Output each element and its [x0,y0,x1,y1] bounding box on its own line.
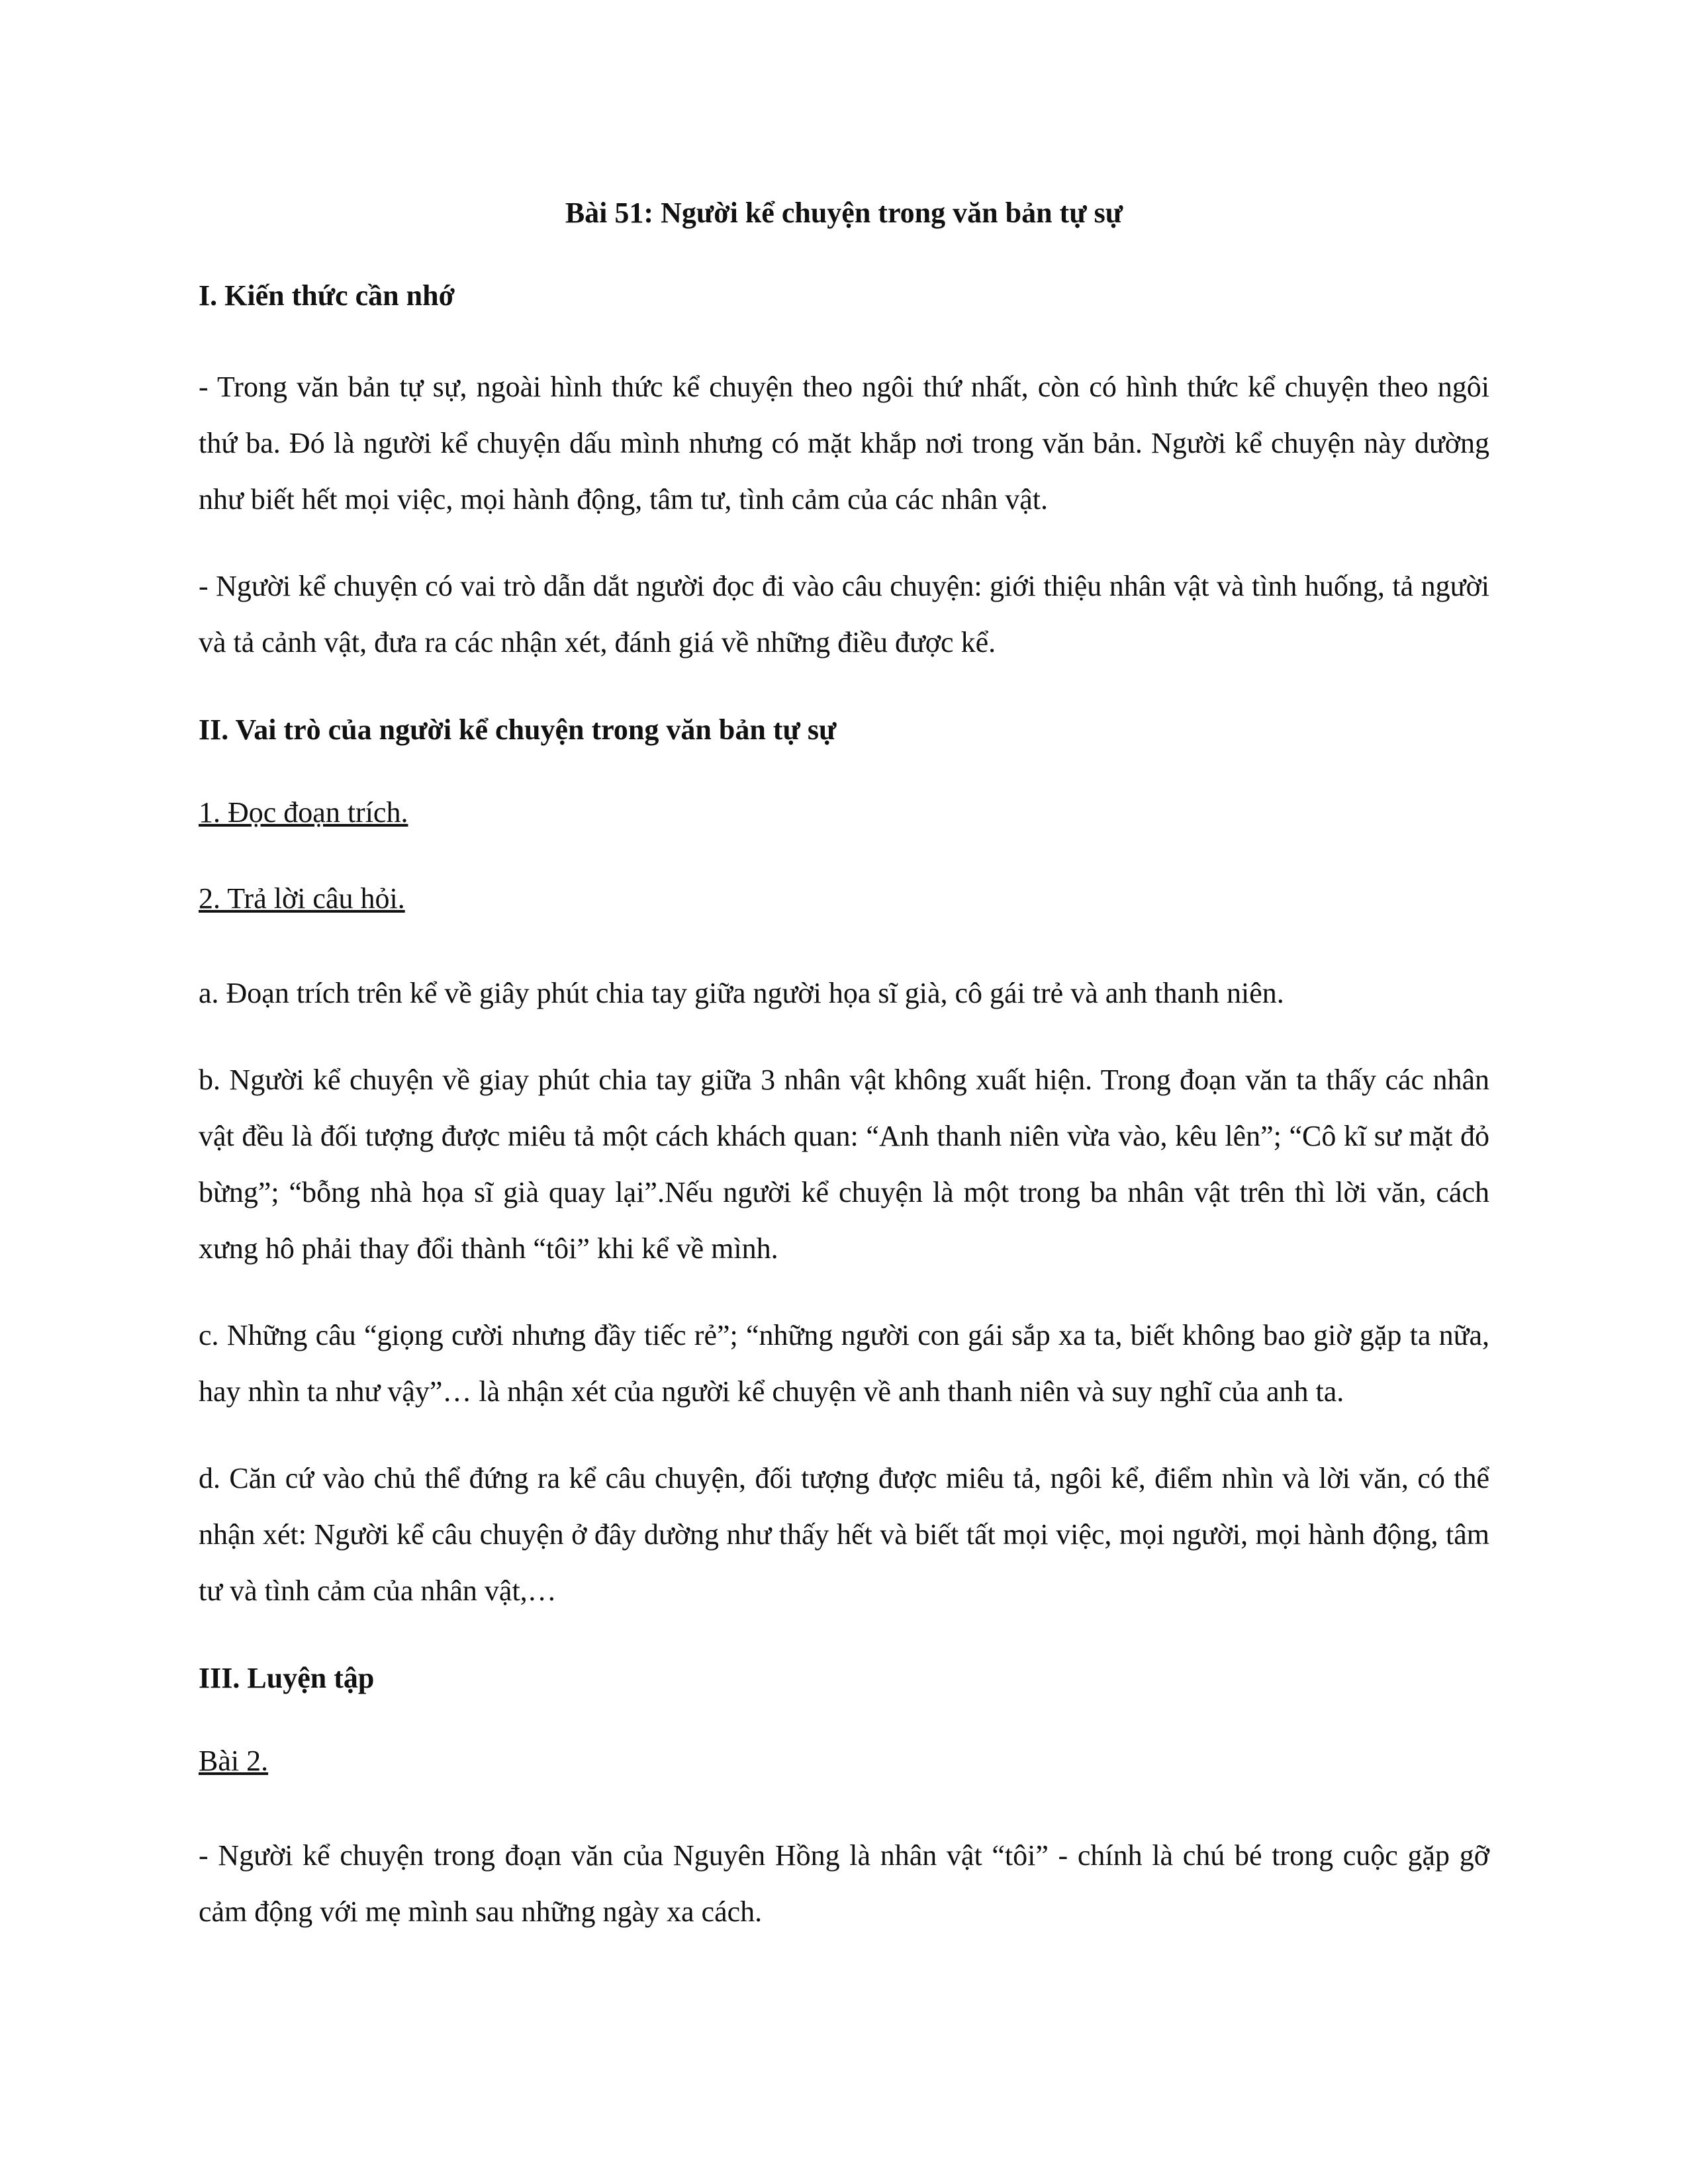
section-2-subheading-1: 1. Đọc đoạn trích. [199,796,408,829]
section-2-heading: II. Vai trò của người kể chuyện trong văn bản tự sự [199,713,837,746]
section-2-subheading-2: 2. Trả lời câu hỏi. [199,882,405,915]
answer-b: b. Người kể chuyện về giay phút chia tay giữa 3 nhân vật không xuất hiện. Trong đoạn văn ta thấy các nhân vật đều là đối tượng được miêu tả một cách khách quan: “Anh thanh niên vừa vào, kêu lên”; “Cô kĩ sư mặt đỏ bừng”; “bỗng nhà họa sĩ già quay lại”.Nếu người kể chuyện là một trong ba nhân vật trên thì lời văn, cách xưng hô phải thay đổi thành “tôi” khi kể về mình. [199,1064,1489,1265]
answer-d: d. Căn cứ vào chủ thể đứng ra kể câu chuyện, đối tượng được miêu tả, ngôi kể, điểm nhìn và lời văn, có thể nhận xét: Người kể câu chuyện ở đây dường như thấy hết và biết tất mọi việc, mọi người, mọi hành động, tâm tư và tình cảm của nhân vật,… [199,1462,1489,1607]
answer-a: a. Đoạn trích trên kể về giây phút chia tay giữa người họa sĩ già, cô gái trẻ và anh thanh niên. [199,977,1284,1009]
page-title: Bài 51: Người kể chuyện trong văn bản tự sự [565,197,1123,229]
section-3-paragraph: - Người kể chuyện trong đoạn văn của Nguyên Hồng là nhân vật “tôi” - chính là chú bé trong cuộc gặp gỡ cảm động với mẹ mình sau những ngày xa cách. [199,1839,1489,1928]
section-1-heading: I. Kiến thức cần nhớ [199,279,455,312]
section-1-paragraph-2: - Người kể chuyện có vai trò dẫn dắt người đọc đi vào câu chuyện: giới thiệu nhân vật và tình huống, tả người và tả cảnh vật, đưa ra các nhận xét, đánh giá về những điều được kể. [199,570,1489,659]
document-page [199,193,1489,1970]
section-3-heading: III. Luyện tập [199,1662,375,1694]
section-1-paragraph-1: - Trong văn bản tự sự, ngoài hình thức kể chuyện theo ngôi thứ nhất, còn có hình thức kể chuyện theo ngôi thứ ba. Đó là người kể chuyện dấu mình nhưng có mặt khắp nơi trong văn bản. Người kể chuyện này dường như biết hết mọi việc, mọi hành động, tâm tư, tình cảm của các nhân vật. [199,371,1489,516]
answer-c: c. Những câu “giọng cười nhưng đầy tiếc rẻ”; “những người con gái sắp xa ta, biết không bao giờ gặp ta nữa, hay nhìn ta như vậy”… là nhận xét của người kể chuyện về anh thanh niên và suy nghĩ của anh ta. [199,1319,1489,1408]
section-3-subheading: Bài 2. [199,1745,269,1777]
